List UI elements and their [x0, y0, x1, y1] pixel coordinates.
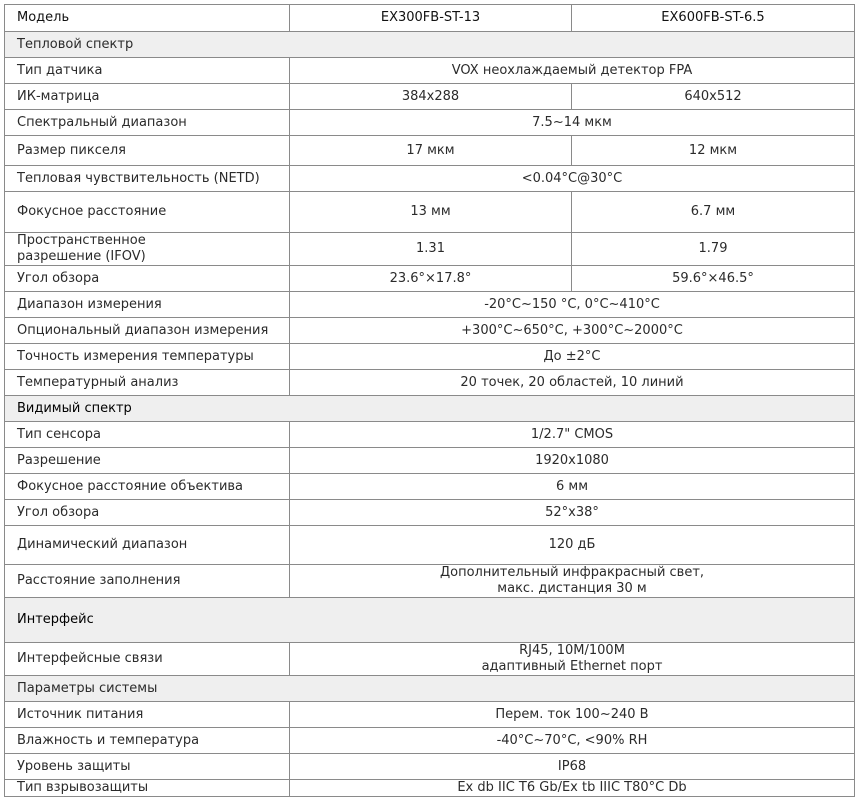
value-cell-shared: 7.5~14 мкм	[290, 110, 855, 136]
param-cell: ИК-матрица	[5, 84, 290, 110]
value-cell-shared: 52°x38°	[290, 500, 855, 526]
param-cell-line: разрешение (IFOV)	[17, 249, 146, 264]
spec-row	[5, 84, 855, 110]
spec-row	[5, 702, 855, 728]
value-cell-shared: VOX неохлаждаемый детектор FPA	[290, 58, 855, 84]
value-cell-line: макс. дистанция 30 м	[497, 581, 647, 596]
value-cell-shared: -20°C~150 °C, 0°C~410°C	[290, 292, 855, 318]
param-cell: Тип сенсора	[5, 422, 290, 448]
value-cell-shared: <0.04°C@30°C	[290, 166, 855, 192]
param-cell: Тип взрывозащиты	[5, 780, 290, 797]
spec-row	[5, 292, 855, 318]
param-cell: Влажность и температура	[5, 728, 290, 754]
spec-row	[5, 474, 855, 500]
param-cell: Уровень защиты	[5, 754, 290, 780]
section-row	[5, 676, 855, 702]
spec-row	[5, 370, 855, 396]
value-cell-shared: 120 дБ	[290, 526, 855, 565]
section-title-cell: Тепловой спектр	[5, 32, 855, 58]
spec-row	[5, 318, 855, 344]
value-cell-model-b: 1.79	[572, 233, 855, 266]
value-cell-shared: 1/2.7" CMOS	[290, 422, 855, 448]
spec-row	[5, 728, 855, 754]
section-row	[5, 32, 855, 58]
section-row	[5, 396, 855, 422]
spec-row	[5, 643, 855, 676]
param-cell: Диапазон измерения	[5, 292, 290, 318]
value-cell-shared: Ex db IIC T6 Gb/Ex tb IIIC T80°C Db	[290, 780, 855, 797]
param-cell: Расстояние заполнения	[5, 565, 290, 598]
param-cell: Температурный анализ	[5, 370, 290, 396]
spec-row	[5, 448, 855, 474]
value-cell-shared: 1920x1080	[290, 448, 855, 474]
spec-row	[5, 344, 855, 370]
spec-row	[5, 166, 855, 192]
param-cell: Размер пикселя	[5, 136, 290, 166]
param-cell: Угол обзора	[5, 266, 290, 292]
section-title-cell: Параметры системы	[5, 676, 855, 702]
spec-row	[5, 780, 855, 797]
value-cell-shared: До ±2°C	[290, 344, 855, 370]
value-cell-line: RJ45, 10M/100M	[519, 643, 625, 658]
spec-row	[5, 58, 855, 84]
spec-row	[5, 754, 855, 780]
param-cell: Источник питания	[5, 702, 290, 728]
spec-row	[5, 422, 855, 448]
spec-table	[4, 4, 855, 797]
param-cell	[5, 233, 290, 266]
value-cell-line: адаптивный Ethernet порт	[481, 659, 663, 674]
spec-table-body	[5, 5, 855, 797]
value-cell-model-b: 6.7 мм	[572, 192, 855, 233]
value-cell-shared	[290, 643, 855, 676]
value-cell-shared: -40°C~70°C, <90% RH	[290, 728, 855, 754]
header-row	[5, 5, 855, 32]
spec-row	[5, 565, 855, 598]
value-cell-shared: IP68	[290, 754, 855, 780]
value-cell-model-b: 59.6°×46.5°	[572, 266, 855, 292]
spec-row	[5, 110, 855, 136]
param-cell: Точность измерения температуры	[5, 344, 290, 370]
value-cell-shared: 20 точек, 20 областей, 10 линий	[290, 370, 855, 396]
spec-row	[5, 192, 855, 233]
header-model-a-cell: EX300FB-ST-13	[290, 5, 572, 32]
param-cell: Угол обзора	[5, 500, 290, 526]
param-cell-line: Пространственное	[17, 233, 146, 248]
value-cell-model-a: 23.6°×17.8°	[290, 266, 572, 292]
value-cell-shared: 6 мм	[290, 474, 855, 500]
param-cell: Тип датчика	[5, 58, 290, 84]
value-cell-model-a: 17 мкм	[290, 136, 572, 166]
param-cell: Динамический диапазон	[5, 526, 290, 565]
spec-row	[5, 526, 855, 565]
value-cell-model-b: 12 мкм	[572, 136, 855, 166]
value-cell-model-b: 640x512	[572, 84, 855, 110]
value-cell-shared: Перем. ток 100~240 В	[290, 702, 855, 728]
param-cell: Фокусное расстояние	[5, 192, 290, 233]
spec-row	[5, 266, 855, 292]
spec-row	[5, 500, 855, 526]
param-cell: Тепловая чувствительность (NETD)	[5, 166, 290, 192]
spec-row	[5, 136, 855, 166]
value-cell-shared	[290, 565, 855, 598]
header-param-cell: Модель	[5, 5, 290, 32]
param-cell: Интерфейсные связи	[5, 643, 290, 676]
section-title-cell: Интерфейс	[5, 598, 855, 643]
header-model-b-cell: EX600FB-ST-6.5	[572, 5, 855, 32]
value-cell-line: Дополнительный инфракрасный свет,	[439, 565, 705, 580]
section-title-cell: Видимый спектр	[5, 396, 855, 422]
param-cell: Опциональный диапазон измерения	[5, 318, 290, 344]
spec-row	[5, 233, 855, 266]
value-cell-model-a: 384x288	[290, 84, 572, 110]
param-cell: Фокусное расстояние объектива	[5, 474, 290, 500]
value-cell-model-a: 1.31	[290, 233, 572, 266]
value-cell-shared: +300°C~650°C, +300°C~2000°C	[290, 318, 855, 344]
value-cell-model-a: 13 мм	[290, 192, 572, 233]
section-row	[5, 598, 855, 643]
param-cell: Разрешение	[5, 448, 290, 474]
param-cell: Спектральный диапазон	[5, 110, 290, 136]
